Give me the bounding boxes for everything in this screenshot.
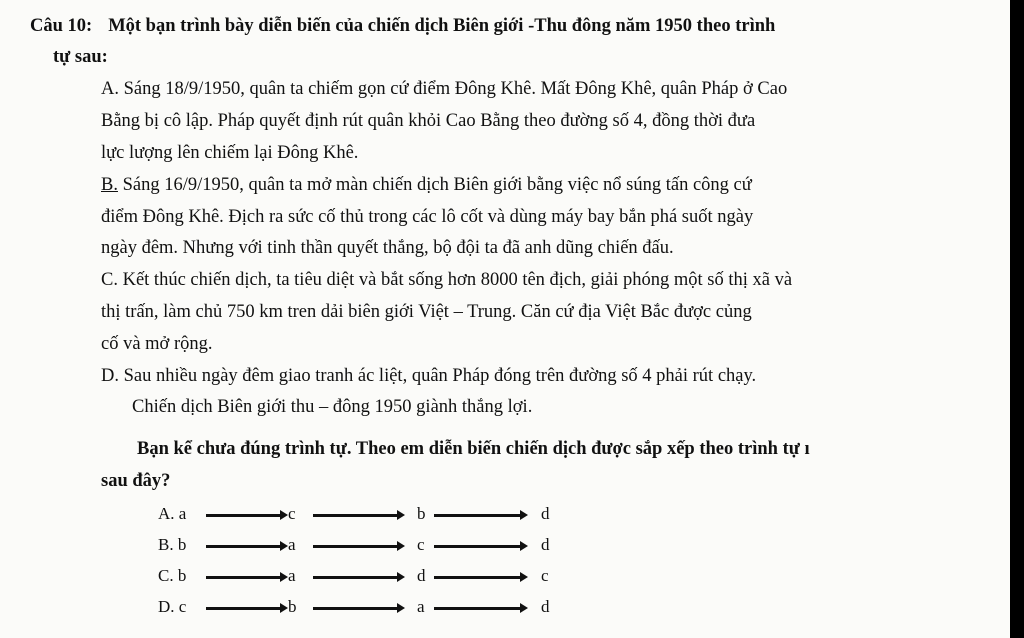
statement-b-text: Sáng 16/9/1950, quân ta mở màn chiến dịch Biên giới bằng việc nổ súng tấn công cứ [117, 175, 752, 195]
prompt-line1: Bạn kể chưa đúng trình tự. Theo em diễn biến chiến dịch được sắp xếp theo trình tự ı [137, 439, 810, 459]
statement-c-line3: cố và mở rộng. [101, 334, 213, 354]
arrow-icon [313, 514, 399, 517]
option-c-step1: a [288, 566, 296, 585]
arrow-icon [206, 514, 282, 517]
arrow-icon [206, 607, 282, 610]
answer-option-d[interactable] [158, 596, 578, 620]
arrow-icon [434, 545, 522, 548]
statement-b-line3: ngày đêm. Nhưng với tinh thần quyết thắng, bộ đội ta đã anh dũng chiến đấu. [101, 238, 674, 258]
statement-b-label: B. [101, 175, 118, 195]
statement-c-line1: C. Kết thúc chiến dịch, ta tiêu diệt và bắt sống hơn 8000 tên địch, giải phóng một số thị xã và [101, 270, 793, 290]
arrow-icon [313, 545, 399, 548]
statement-c-line2: thị trấn, làm chủ 750 km tren dải biên giới Việt – Trung. Căn cứ địa Việt Bắc được củng [101, 302, 752, 322]
arrow-icon [434, 514, 522, 517]
answer-option-c[interactable] [158, 565, 578, 589]
question-heading [30, 15, 775, 37]
statement-a-line2: Bằng bị cô lập. Pháp quyết định rút quân khỏi Cao Bằng theo đường số 4, đồng thời đưa [101, 111, 756, 131]
option-d-step3: d [541, 597, 550, 616]
option-b-step3: d [541, 535, 550, 554]
option-b-label: B. b [158, 535, 187, 554]
statement-b-line1 [101, 174, 752, 196]
option-d-step2: a [417, 597, 425, 616]
prompt-line2: sau đây? [101, 471, 171, 491]
option-c-step3: c [541, 566, 549, 585]
option-d-label: D. c [158, 597, 187, 616]
statement-d-line1: D. Sau nhiều ngày đêm giao tranh ác liệt, quân Pháp đóng trên đường số 4 phải rút chạy. [101, 366, 757, 386]
arrow-icon [313, 607, 399, 610]
statement-a-line1: A. Sáng 18/9/1950, quân ta chiếm gọn cứ điểm Đông Khê. Mất Đông Khê, quân Pháp ở Cao [101, 79, 788, 99]
statement-d-line2: Chiến dịch Biên giới thu – đông 1950 giành thắng lợi. [132, 397, 533, 417]
option-c-label: C. b [158, 566, 187, 585]
arrow-icon [206, 545, 282, 548]
answer-option-b[interactable] [158, 534, 578, 558]
option-a-step3: d [541, 504, 550, 523]
statement-a-line3: lực lượng lên chiếm lại Đông Khê. [101, 143, 359, 163]
option-a-step1: c [288, 504, 296, 523]
option-b-step2: c [417, 535, 425, 554]
question-title-cont: tự sau: [53, 47, 108, 67]
question-number: Câu 10: [30, 16, 93, 36]
arrow-icon [206, 576, 282, 579]
question-title: Một bạn trình bày diễn biến của chiến dịch Biên giới -Thu đông năm 1950 theo trình [108, 16, 776, 36]
option-a-step2: b [417, 504, 426, 523]
statement-b-line2: điểm Đông Khê. Địch ra sức cố thủ trong các lô cốt và dùng máy bay bắn phá suốt ngày [101, 207, 754, 227]
option-c-step2: d [417, 566, 426, 585]
option-a-label: A. a [158, 504, 187, 523]
arrow-icon [313, 576, 399, 579]
arrow-icon [434, 607, 522, 610]
answer-option-a[interactable] [158, 503, 578, 527]
arrow-icon [434, 576, 522, 579]
option-b-step1: a [288, 535, 296, 554]
option-d-step1: b [288, 597, 297, 616]
